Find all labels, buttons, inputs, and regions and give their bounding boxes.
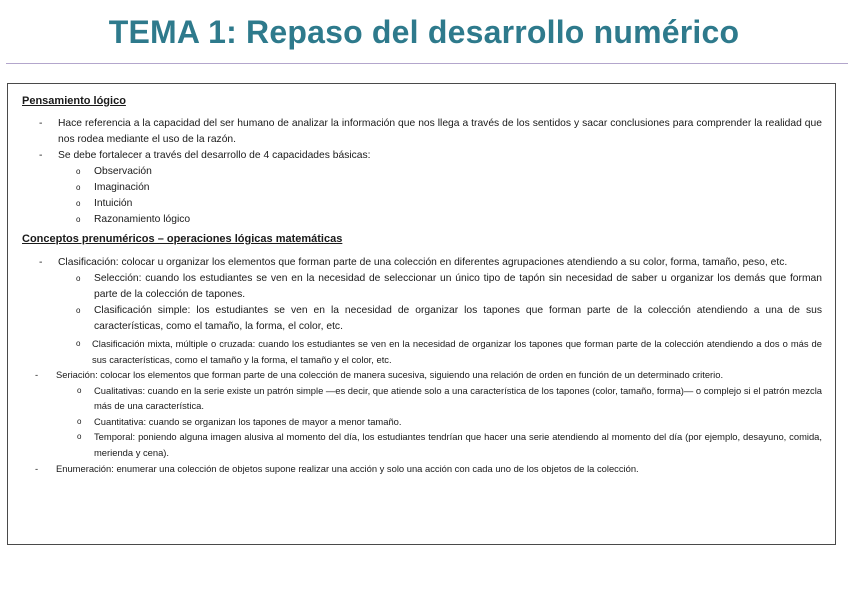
list-item: [22, 116, 822, 148]
list-item-text: Clasificación: colocar u organizar los elementos que forman parte de una colección en diferentes agrupaciones atendiendo a su color, forma, tamaño, peso, etc.: [58, 257, 788, 268]
list-subitem: [22, 429, 822, 460]
list-subitem: [22, 196, 822, 212]
list-subitem: [22, 180, 822, 196]
list-subitem-text: Razonamiento lógico: [94, 214, 191, 225]
title-divider: [6, 63, 848, 64]
list-item-text: Seriación: colocar los elementos que forman parte de una colección de manera sucesiva, siguiendo una relación de orden en función de un determinado criterio.: [56, 369, 724, 380]
list-subitem-text: Cualitativas: cuando en la serie existe un patrón simple —es decir, que atiende solo a una característica de los tapones (color, tamaño, forma)— o complejo si el patrón mezcla más de una característica.: [94, 384, 822, 411]
list-subitem: [22, 336, 822, 367]
list-subitem-text: Observación: [94, 166, 152, 177]
list-subitem-text: Clasificación mixta, múltiple o cruzada: cuando los estudiantes se ven en la necesidad de organizar los tapones que forman parte de la colección atendiendo a dos o más de sus características, como el tamaño y la forma, el tamaño y el color, etc.: [92, 338, 822, 365]
bullet-marker: o: [76, 274, 81, 283]
list-subitem: [22, 414, 822, 430]
list-subitem-text: Temporal: poniendo alguna imagen alusiva al momento del día, los estudiantes tendrían que hacer una serie atendiendo al momento del día (por ejemplo, desayuno, comida, merienda y cena).: [94, 431, 822, 458]
dash-marker: -: [39, 150, 43, 161]
bullet-marker: o: [76, 306, 81, 315]
dash-marker: -: [39, 257, 43, 268]
dash-marker: -: [35, 369, 39, 380]
bullet-marker: o: [77, 416, 82, 426]
list-subitem: [22, 164, 822, 180]
list-item-text: Enumeración: enumerar una colección de objetos supone realizar una acción y solo una acción con cada uno de los objetos de la colección.: [56, 463, 639, 474]
dash-marker: -: [39, 118, 43, 129]
section-heading-conceptos: Conceptos prenuméricos – operaciones lógicas matemáticas: [22, 233, 343, 245]
list-item-text: Se debe fortalecer a través del desarrollo de 4 capacidades básicas:: [58, 150, 371, 161]
content-box: [7, 83, 836, 545]
section-heading-pensamiento: Pensamiento lógico: [22, 95, 126, 107]
list-subitem: [22, 271, 822, 303]
list-item: [22, 461, 822, 477]
bullet-marker: o: [77, 385, 82, 395]
bullet-marker: o: [77, 432, 82, 441]
bullet-marker: o: [76, 167, 81, 176]
list-subitem-text: Cuantitativa: cuando se organizan los tapones de mayor a menor tamaño.: [94, 415, 402, 427]
list-item: [22, 148, 822, 164]
list-item-text: Hace referencia a la capacidad del ser humano de analizar la información que nos llega a través de los sentidos y sacar conclusiones para comprender la realidad que nos rodea mediante el uso de la razón.: [58, 118, 822, 145]
list-subitem: [22, 383, 822, 414]
dash-marker: -: [35, 463, 39, 474]
list-subitem-text: Intuición: [94, 198, 133, 209]
bullet-marker: o: [76, 339, 81, 348]
list-subitem-text: Selección: cuando los estudiantes se ven en la necesidad de seleccionar un único tipo de tapón sin necesidad de saber u organizar los demás que forman parte de la colección de tapones.: [94, 273, 822, 300]
list-subitem-text: Clasificación simple: los estudiantes se ven en la necesidad de organizar los tapones que forman parte de la colección atendiendo a una de sus características, como el tamaño, la forma, el color, etc.: [94, 305, 822, 332]
list-subitem: [22, 212, 822, 228]
bullet-marker: o: [76, 183, 81, 192]
bullet-marker: o: [76, 199, 81, 208]
bullet-marker: o: [76, 215, 81, 224]
page-title: TEMA 1: Repaso del desarrollo numérico: [108, 14, 740, 50]
list-subitem-text: Imaginación: [94, 182, 150, 193]
list-item: [22, 367, 822, 383]
list-item: [22, 255, 822, 271]
content-body: [22, 94, 822, 477]
list-subitem: [22, 303, 822, 335]
